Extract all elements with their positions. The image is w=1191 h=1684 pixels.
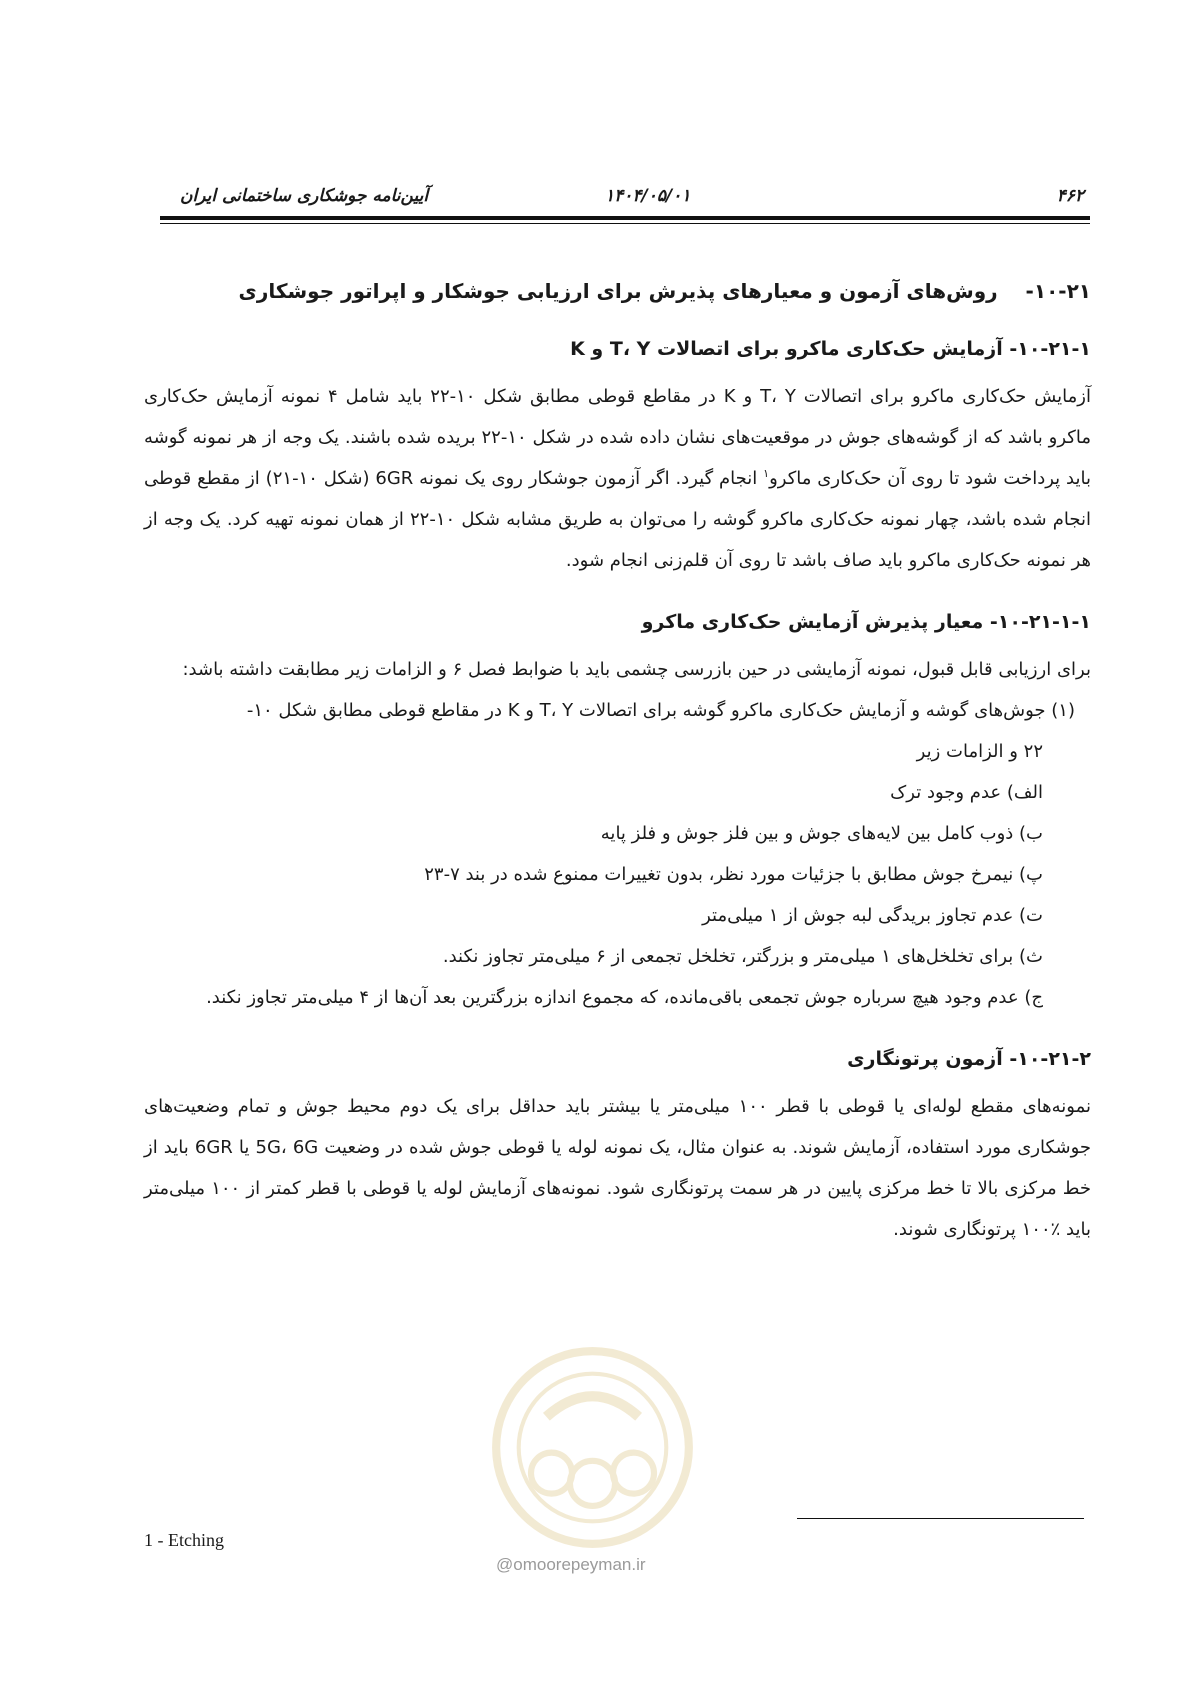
header-rule-thin bbox=[160, 223, 1090, 224]
header-date: ۱۴۰۴/۰۵/۰۱ bbox=[605, 186, 691, 206]
paragraph-acceptance: برای ارزیابی قابل قبول، نمونه آزمایشی در حین بازرسی چشمی باید با ضوابط فصل ۶ و الزامات زیر مطابقت داشته باشد: bbox=[182, 659, 1091, 680]
paragraph-macroetch bbox=[144, 376, 1091, 581]
subsection-heading-macroetch: ۱۰-۲۱-۱- آزمایش حک‌کاری ماکرو برای اتصالات T، Y و K bbox=[570, 338, 1091, 360]
page-number: ۴۶۲ bbox=[1056, 186, 1084, 206]
subsection-heading-acceptance: ۱۰-۲۱-۱-۱- معیار پذیرش آزمایش حک‌کاری ماکرو bbox=[641, 611, 1091, 633]
subsection-heading-radiography: ۱۰-۲۱-۲- آزمون پرتونگاری bbox=[847, 1048, 1091, 1070]
paragraph-radiography: نمونه‌های مقطع لوله‌ای یا قوطی با قطر ۱۰۰ میلی‌متر یا بیشتر باید حداقل برای یک دوم محیط جوش و تمام وضعیت‌های جوشکاری مورد استفاده، آزمایش شوند. به عنوان مثال، یک نمونه لوله یا قوطی جوش شده در وضعیت 5G، 6G یا 6GR باید از خط مرکزی بالا تا خط مرکزی پایین در هر سمت پرتونگاری شود. نمونه‌های آزمایش لوله یا قوطی با قطر کمتر از ۱۰۰ میلی‌متر باید ٪۱۰۰ پرتونگاری شوند. bbox=[144, 1096, 1091, 1240]
list-item-pe: پ) نیمرخ جوش مطابق با جزئیات مورد نظر، بدون تغییرات ممنوع شده در بند ۷-۲۳ bbox=[424, 864, 1043, 885]
paragraph-macroetch-part2: انجام گیرد. اگر آزمون جوشکار روی یک نمونه 6GR (شکل ۱۰-۲۱) از مقطع قوطی انجام شده باشد، چهار نمونه حک‌کاری ماکرو گوشه را می‌توان به طریق مشابه شکل ۱۰-۲۲ از همان نمونه تهیه کرد. یک وجه از هر نمونه حک‌کاری ماکرو باید صاف باشد تا روی آن قلم‌زنی انجام شود. bbox=[144, 468, 1091, 571]
section-heading bbox=[144, 276, 1091, 306]
page-header bbox=[160, 186, 1090, 210]
list-item-se: ث) برای تخلخل‌های ۱ میلی‌متر و بزرگتر، تخلخل تجمعی از ۶ میلی‌متر تجاوز نکند. bbox=[442, 946, 1043, 967]
footnote-etching: 1 - Etching bbox=[144, 1530, 224, 1550]
omoore-peyman-seal-icon bbox=[490, 1345, 695, 1550]
book-title: آیین‌نامه جوشکاری ساختمانی ایران bbox=[180, 186, 429, 206]
section-number: ۱۰-۲۱- bbox=[1025, 279, 1091, 303]
section-title: روش‌های آزمون و معیارهای پذیرش برای ارزیابی جوشکار و اپراتور جوشکاری bbox=[238, 279, 998, 303]
list-item-alef: الف) عدم وجود ترک bbox=[890, 782, 1043, 803]
watermark-url: @omoorepeyman.ir bbox=[496, 1555, 646, 1574]
paragraph-macroetch-part1: آزمایش حک‌کاری ماکرو برای اتصالات T، Y و K در مقاطع قوطی مطابق شکل ۱۰-۲۲ باید شامل ۴ نمونه آزمایش حک‌کاری ماکرو باشد که از گوشه‌های جوش در موقعیت‌های نشان داده شده در شکل ۱۰-۲۲ بریده شده باشند. یک وجه از هر نمونه گوشه باید پرداخت شود تا روی آن حک‌کاری ماکرو bbox=[144, 386, 1091, 489]
footnote-rule bbox=[797, 1518, 1084, 1519]
page-content bbox=[144, 276, 1091, 1250]
header-rule-thick bbox=[160, 216, 1090, 220]
list-item-te: ت) عدم تجاوز بریدگی لبه جوش از ۱ میلی‌متر bbox=[702, 905, 1043, 926]
acceptance-list bbox=[144, 690, 1091, 1018]
list-item-be: ب) ذوب کامل بین لایه‌های جوش و بین فلز جوش و فلز پایه bbox=[600, 823, 1043, 844]
list-item-1: (۱) جوش‌های گوشه و آزمایش حک‌کاری ماکرو گوشه برای اتصالات T، Y و K در مقاطع قوطی مطابق شکل ۱۰- bbox=[246, 700, 1075, 721]
list-item-jim: ج) عدم وجود هیچ سرباره جوش تجمعی باقی‌مانده، که مجموع اندازه بزرگترین بعد آن‌ها از ۴ میلی‌متر تجاوز نکند. bbox=[206, 987, 1043, 1008]
list-item-1-continuation: ۲۲ و الزامات زیر bbox=[916, 741, 1043, 762]
footnote-reference[interactable]: ۱ bbox=[763, 467, 770, 480]
